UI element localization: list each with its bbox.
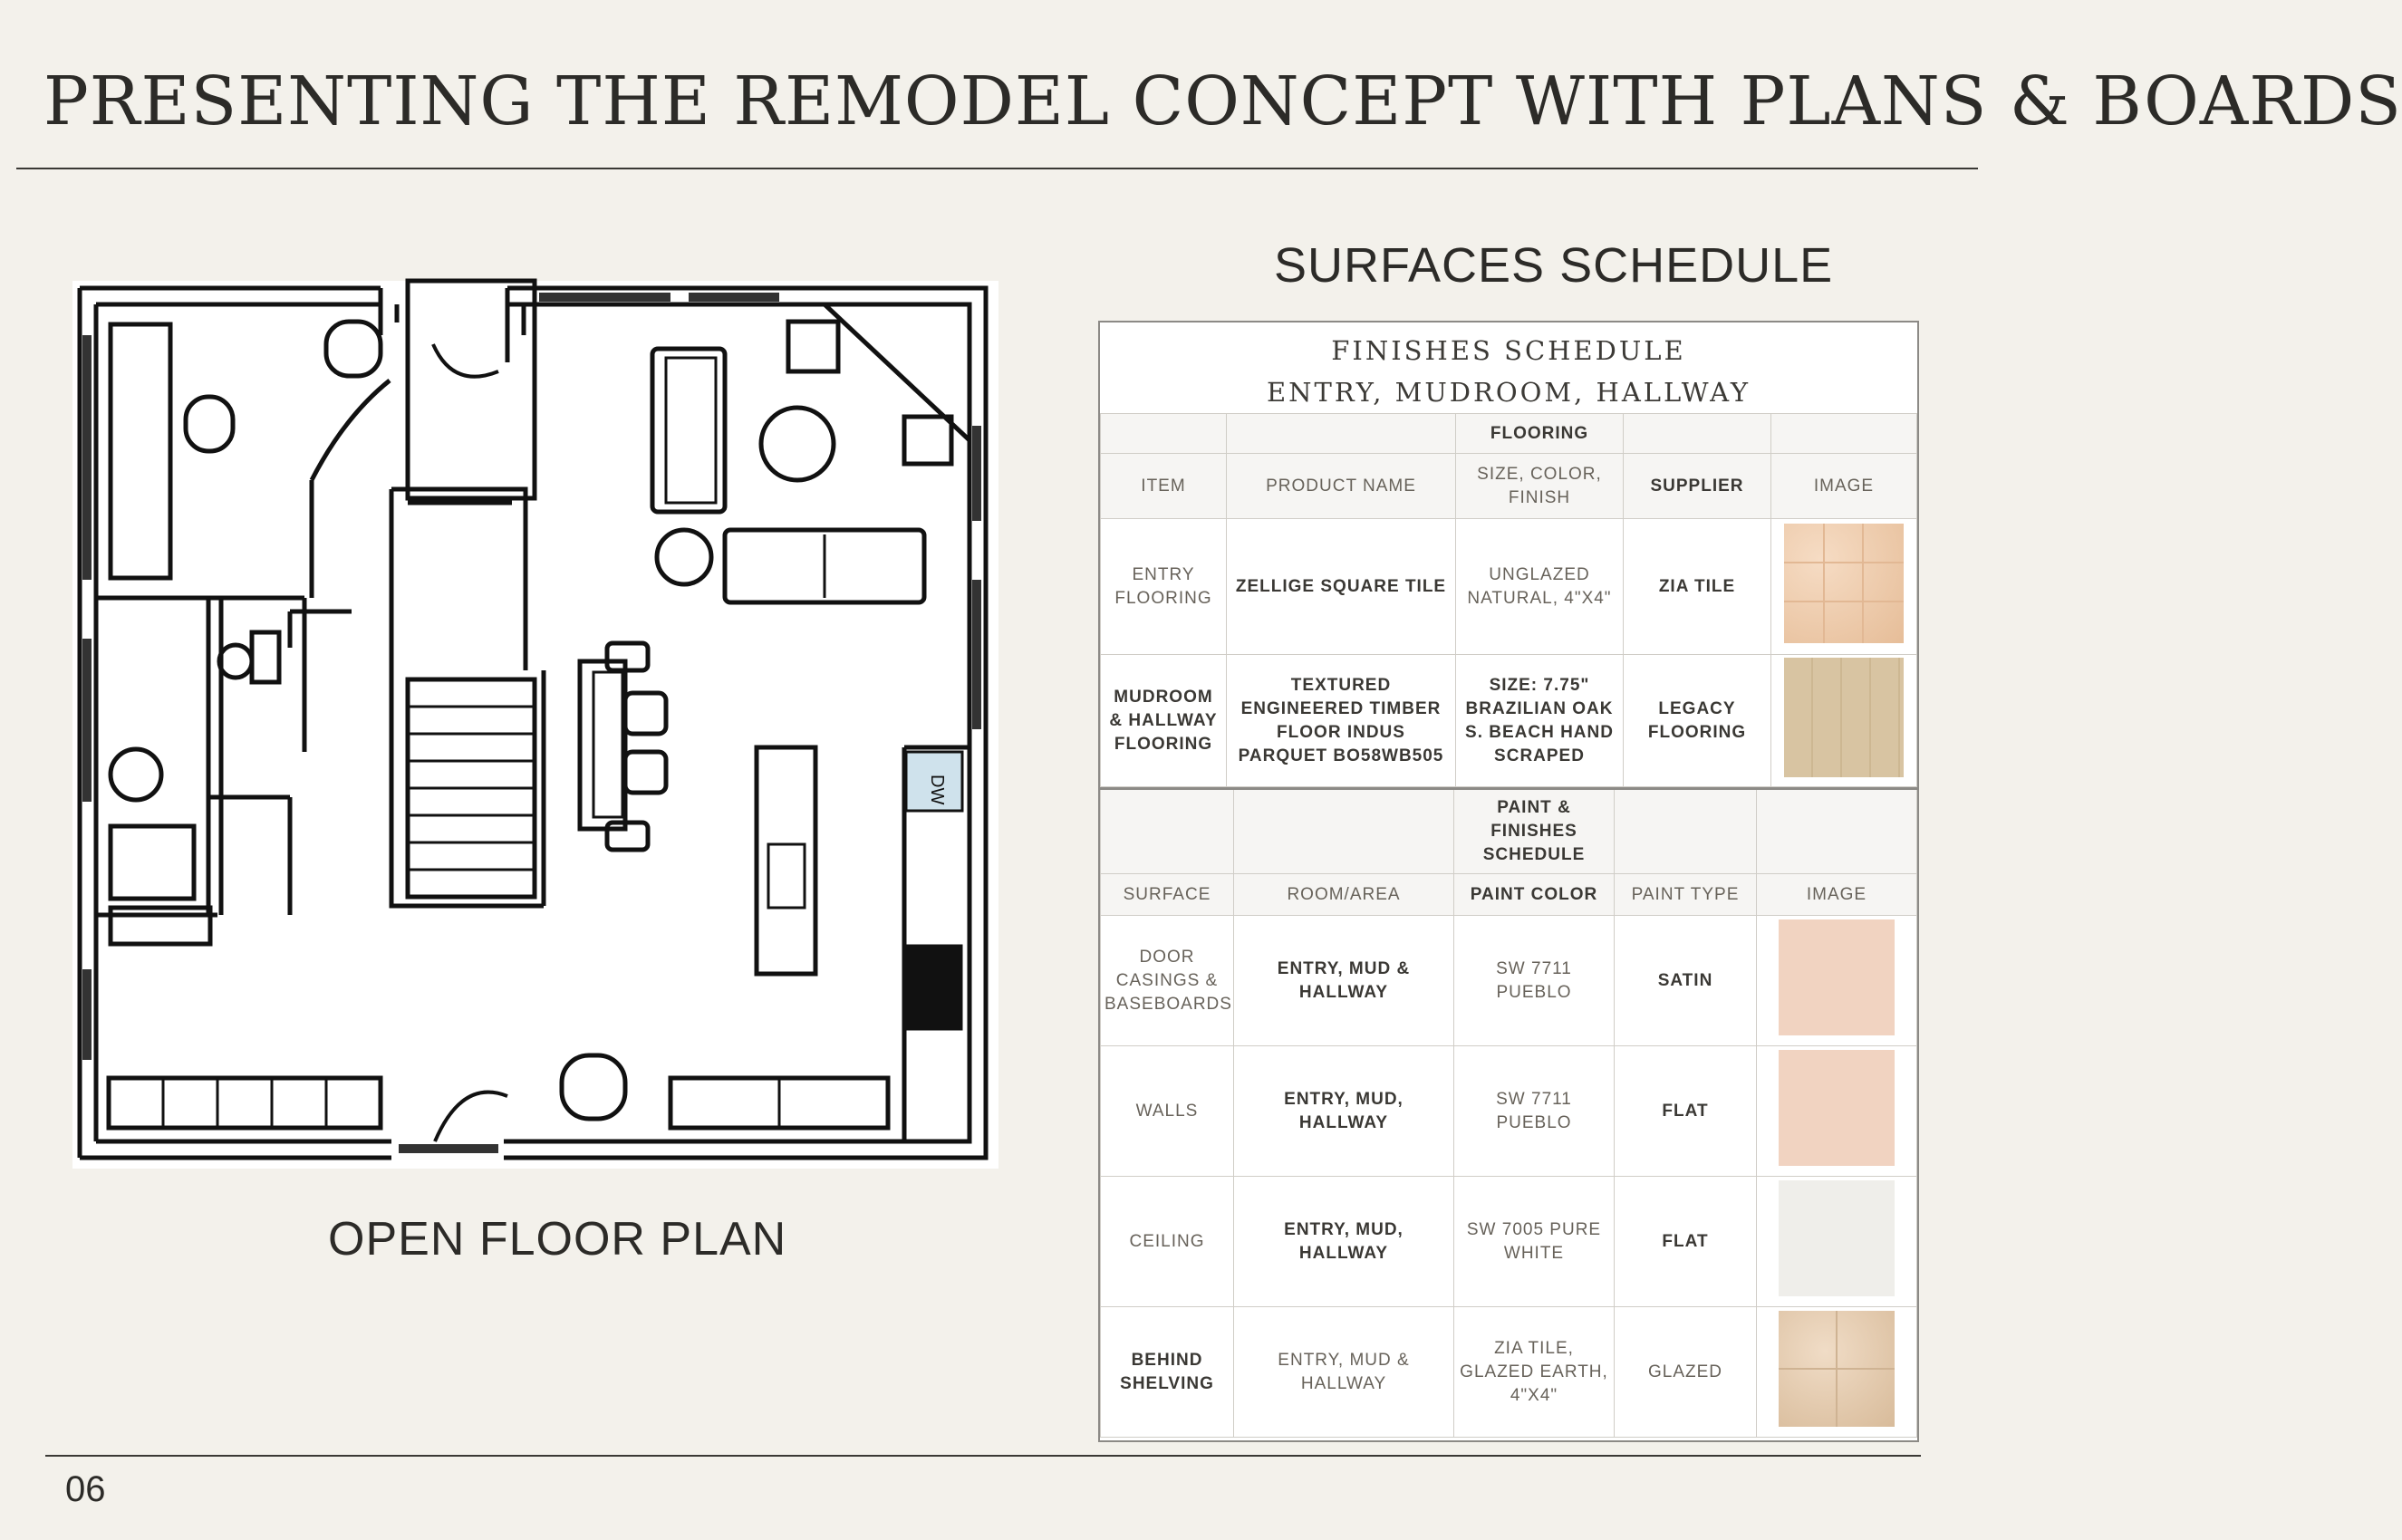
flooring-table (1100, 413, 1917, 787)
flooring-blank-cell (1227, 414, 1456, 454)
paint-blank-cell (1234, 789, 1454, 874)
flooring-blank-cell (1771, 414, 1917, 454)
column-header: ROOM/AREA (1234, 874, 1454, 916)
room-cell: ENTRY, MUD & HALLWAY (1234, 1307, 1454, 1438)
flooring-section-label: FLOORING (1456, 414, 1624, 454)
oak-floor-image (1784, 658, 1904, 777)
image-cell (1771, 519, 1917, 655)
sheet-title-line2: ENTRY, MUDROOM, HALLWAY (1266, 377, 1751, 408)
paint-section-label: PAINT & FINISHES SCHEDULE (1454, 789, 1615, 874)
paint-type-cell: FLAT (1615, 1177, 1757, 1307)
table-row (1101, 655, 1917, 787)
footer-divider (45, 1455, 1921, 1457)
title-divider (16, 168, 1978, 169)
paint-blank-cell (1615, 789, 1757, 874)
paint-swatch (1779, 919, 1895, 1035)
column-header: ITEM (1101, 454, 1227, 519)
column-header: PAINT TYPE (1615, 874, 1757, 916)
image-cell (1771, 655, 1917, 787)
paint-color-cell: SW 7711 PUEBLO (1454, 916, 1615, 1046)
swatch-cell (1757, 1177, 1917, 1307)
product-cell: TEXTURED ENGINEERED TIMBER FLOOR INDUS PARQUET BO58WB505 (1227, 655, 1456, 787)
swatch-cell (1757, 1307, 1917, 1438)
table-row (1101, 1307, 1917, 1438)
table-row (1101, 1046, 1917, 1177)
item-cell: MUDROOM & HALLWAY FLOORING (1101, 655, 1227, 787)
surface-cell: WALLS (1101, 1046, 1234, 1177)
glazed-tile-image (1779, 1311, 1895, 1427)
paint-type-cell: FLAT (1615, 1046, 1757, 1177)
swatch-cell (1757, 916, 1917, 1046)
finishes-schedule-title (1100, 322, 1917, 413)
column-header: SUPPLIER (1624, 454, 1771, 519)
swatch-cell (1757, 1046, 1917, 1177)
item-cell: ENTRY FLOORING (1101, 519, 1227, 655)
page-number: 06 (65, 1469, 106, 1509)
paint-color-cell: ZIA TILE, GLAZED EARTH, 4"X4" (1454, 1307, 1615, 1438)
column-header: PRODUCT NAME (1227, 454, 1456, 519)
column-header: PAINT COLOR (1454, 874, 1615, 916)
paint-color-cell: SW 7005 PURE WHITE (1454, 1177, 1615, 1307)
surface-cell: CEILING (1101, 1177, 1234, 1307)
supplier-cell: LEGACY FLOORING (1624, 655, 1771, 787)
zellige-tile-image (1784, 524, 1904, 643)
finish-cell: UNGLAZED NATURAL, 4"X4" (1456, 519, 1624, 655)
paint-table (1100, 787, 1917, 1438)
room-cell: ENTRY, MUD, HALLWAY (1234, 1177, 1454, 1307)
floor-plan-label: OPEN FLOOR PLAN (328, 1213, 787, 1266)
paint-color-cell: SW 7711 PUEBLO (1454, 1046, 1615, 1177)
paint-type-cell: SATIN (1615, 916, 1757, 1046)
flooring-blank-cell (1101, 414, 1227, 454)
paint-type-cell: GLAZED (1615, 1307, 1757, 1438)
room-cell: ENTRY, MUD & HALLWAY (1234, 916, 1454, 1046)
floor-plan (72, 281, 998, 1169)
dishwasher-label: DW (927, 775, 947, 805)
floor-plan-drawing (72, 281, 998, 1169)
surfaces-schedule-heading: SURFACES SCHEDULE (1274, 238, 1834, 293)
table-row (1101, 1177, 1917, 1307)
sheet-title-line1: FINISHES SCHEDULE (1331, 335, 1686, 366)
paint-swatch (1779, 1180, 1895, 1296)
flooring-blank-cell (1624, 414, 1771, 454)
page-title: PRESENTING THE REMODEL CONCEPT WITH PLANS & BOARDS (43, 63, 2402, 140)
paint-blank-cell (1101, 789, 1234, 874)
product-cell: ZELLIGE SQUARE TILE (1227, 519, 1456, 655)
column-header: SIZE, COLOR, FINISH (1456, 454, 1624, 519)
column-header: SURFACE (1101, 874, 1234, 916)
table-row (1101, 916, 1917, 1046)
finish-cell: SIZE: 7.75" BRAZILIAN OAK S. BEACH HAND SCRAPED (1456, 655, 1624, 787)
paint-swatch (1779, 1050, 1895, 1166)
column-header: IMAGE (1771, 454, 1917, 519)
table-row (1101, 519, 1917, 655)
finishes-schedule-sheet (1098, 321, 1919, 1442)
paint-blank-cell (1757, 789, 1917, 874)
column-header: IMAGE (1757, 874, 1917, 916)
room-cell: ENTRY, MUD, HALLWAY (1234, 1046, 1454, 1177)
surface-cell: DOOR CASINGS & BASEBOARDS (1101, 916, 1234, 1046)
surface-cell: BEHIND SHELVING (1101, 1307, 1234, 1438)
supplier-cell: ZIA TILE (1624, 519, 1771, 655)
